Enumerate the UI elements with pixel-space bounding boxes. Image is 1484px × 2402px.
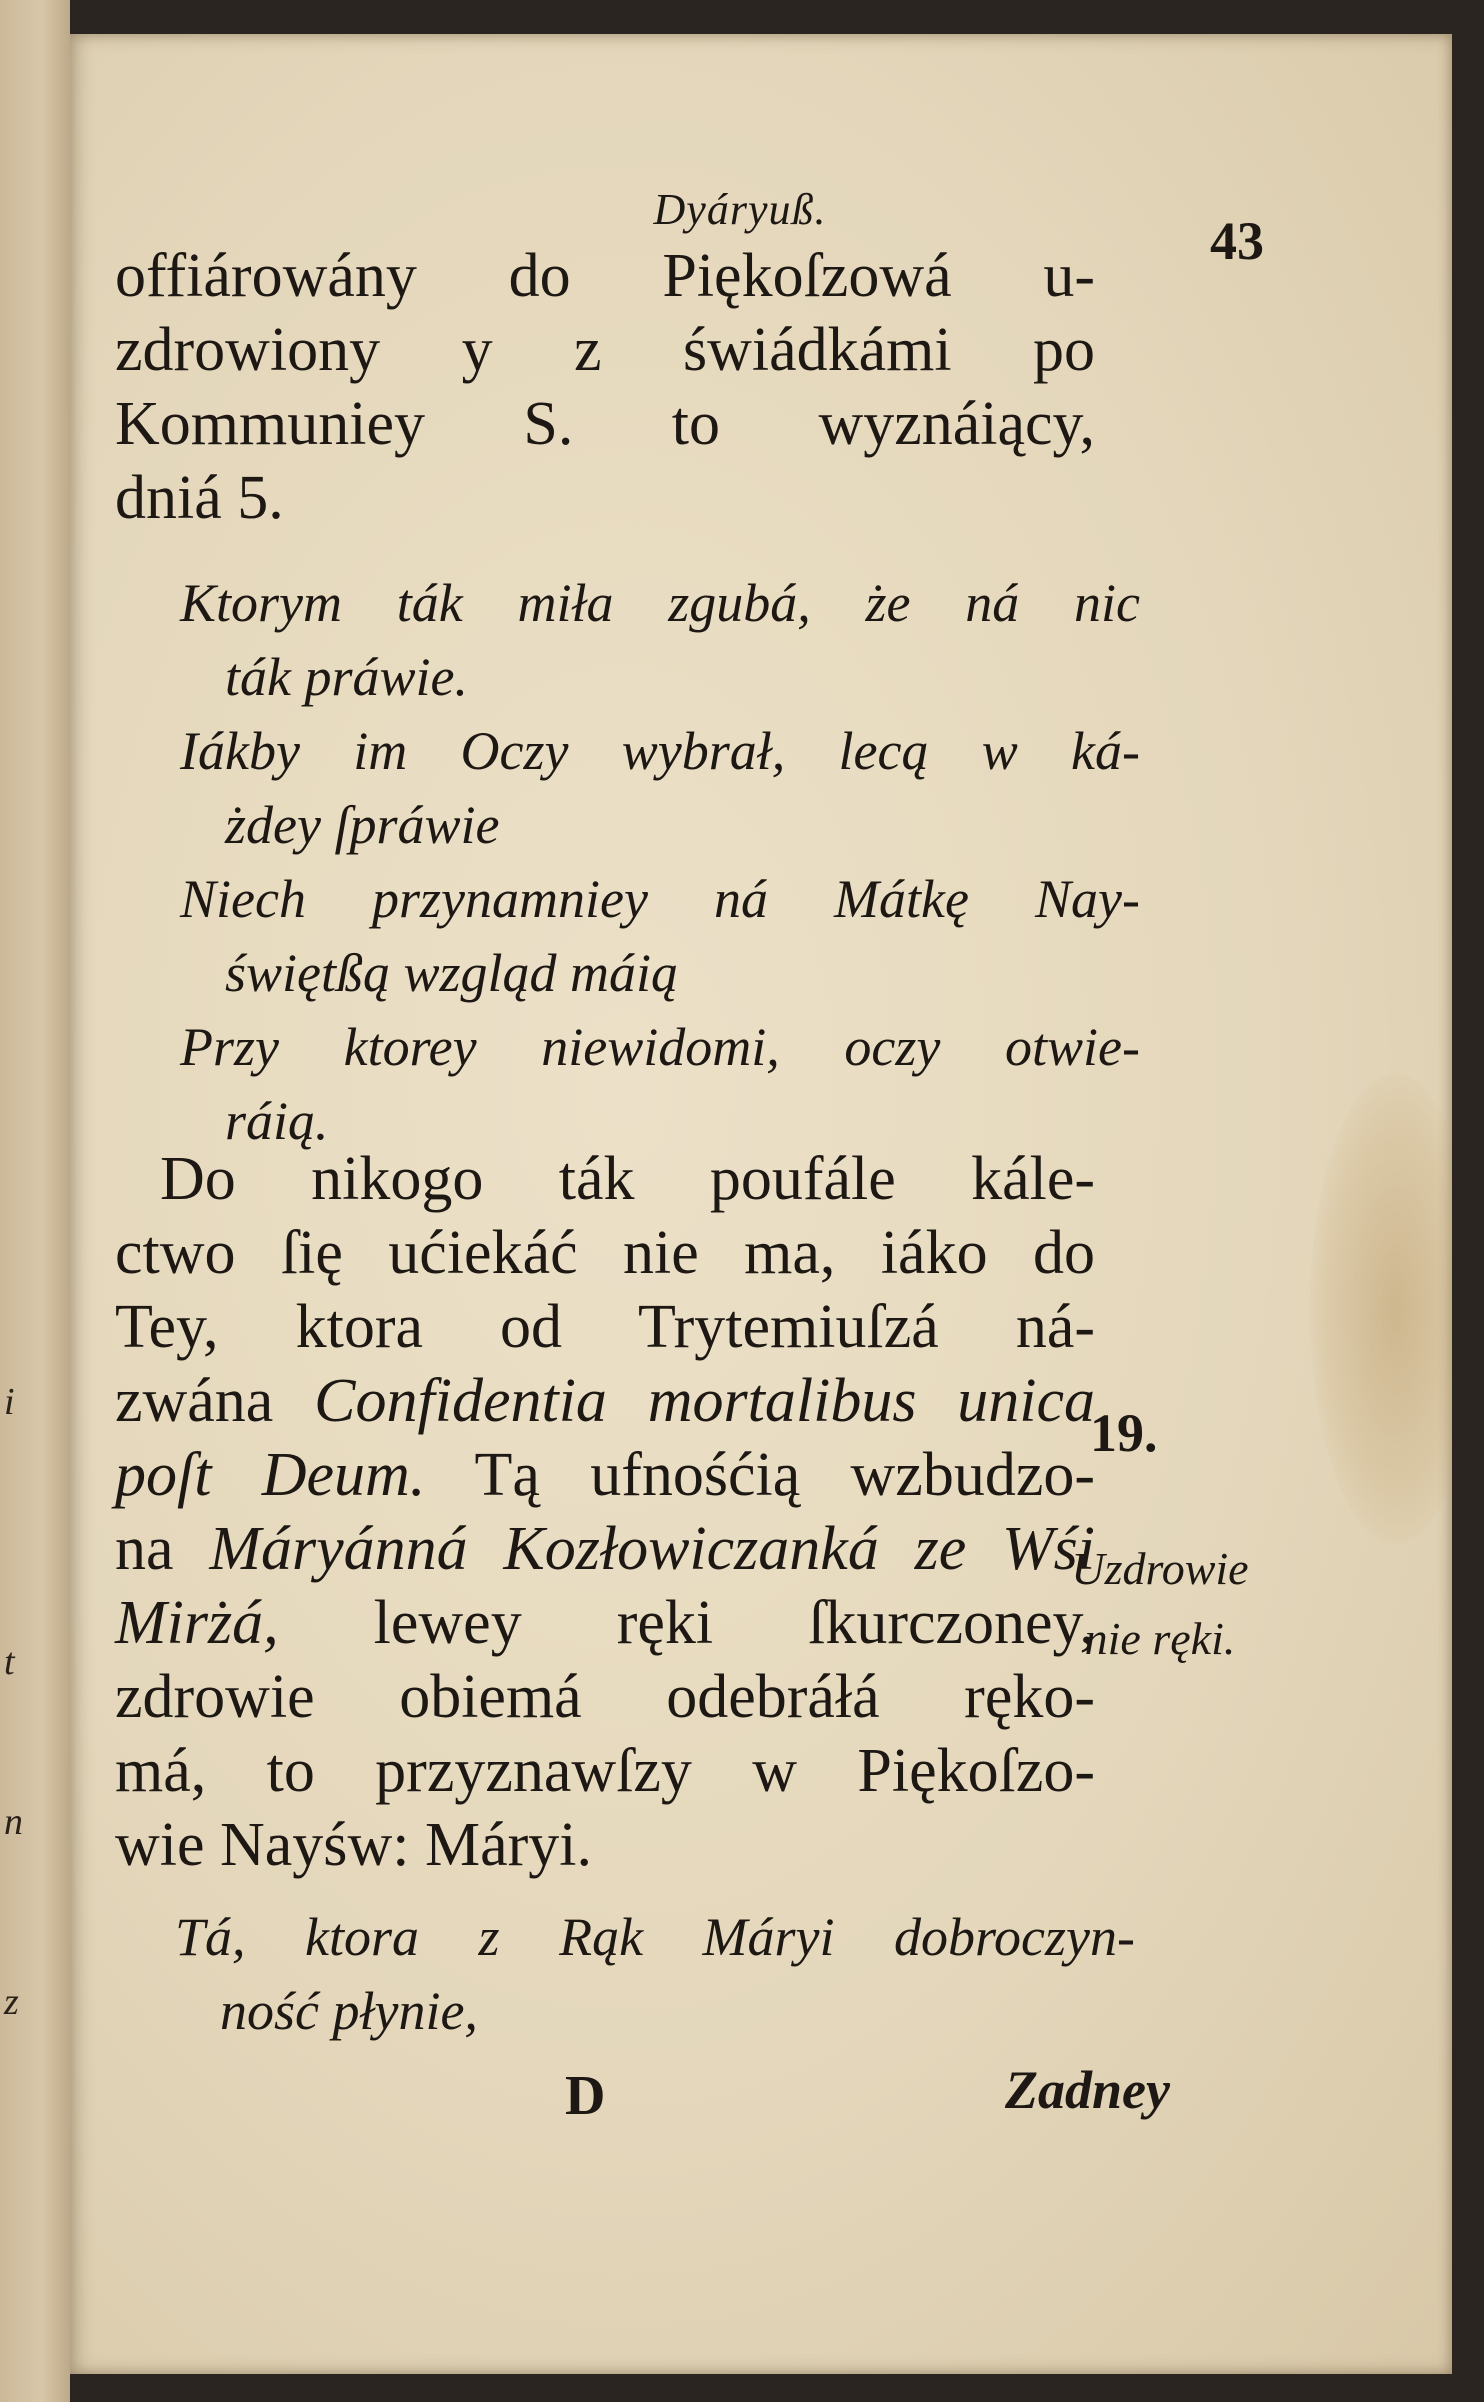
- verse-line: ność płynie,: [220, 1981, 478, 2041]
- margin-entry-number: 19.: [1090, 1403, 1158, 1463]
- text-line: Tey, ktora od Trytemiuſzá ná-: [115, 1293, 1095, 1361]
- edge-char: t: [4, 1641, 15, 1683]
- signature-mark: D: [565, 2065, 606, 2127]
- text-line: [115, 1438, 1095, 1512]
- text-line: dniá 5.: [115, 464, 284, 532]
- text-line: zdrowiony y z świádkámi po: [115, 316, 1095, 384]
- edge-char: n: [4, 1801, 23, 1843]
- edge-char: i: [4, 1381, 15, 1423]
- latin-quote: poſt Deum.: [115, 1441, 426, 1509]
- latin-quote: Confidentia mortalibus unica: [314, 1367, 1095, 1435]
- text-line: ctwo ſię ućiekáć nie ma, iáko do: [115, 1219, 1095, 1287]
- text-span: lewey ręki ſkurczoney,: [373, 1589, 1095, 1657]
- place-name: Mirżá,: [115, 1589, 279, 1657]
- verse-line: ráią.: [225, 1091, 329, 1151]
- verse-block-1: [180, 566, 1140, 1158]
- previous-page-edge: [0, 0, 70, 2402]
- margin-note: [1030, 1534, 1290, 1674]
- text-line: [115, 1512, 1095, 1586]
- text-line: offiárowány do Piękoſzowá u-: [115, 242, 1095, 310]
- intro-paragraph: [115, 239, 1095, 535]
- text-line: Do nikogo ták poufále kále-: [160, 1145, 1095, 1213]
- text-span: zwána: [115, 1367, 274, 1435]
- verse-line: ták práwie.: [225, 647, 468, 707]
- person-name: Máryánná Kozłowiczanká ze Wśi: [209, 1515, 1096, 1583]
- paper-stain: [1310, 1074, 1452, 1544]
- running-title: Dyáryuß.: [653, 185, 827, 234]
- verse-line: żdey ſpráwie: [225, 795, 500, 855]
- text-line: má, to przyznawſzy w Piękoſzo-: [115, 1737, 1095, 1805]
- verse-line: Przy ktorey niewidomi, oczy otwie-: [180, 1017, 1140, 1077]
- verse-line: Ktorym ták miła zgubá, że ná nic: [180, 573, 1140, 633]
- text-line: wie Nayśw: Máryi.: [115, 1811, 592, 1879]
- margin-note-line: nie ręki.: [1084, 1613, 1236, 1664]
- text-line: Kommuniey S. to wyznáiący,: [115, 390, 1095, 458]
- text-line: zdrowie obiemá odebráłá ręko-: [115, 1663, 1095, 1731]
- page-number: 43: [1210, 211, 1264, 271]
- catchword: Zadney: [1005, 2060, 1170, 2120]
- text-line: [115, 1364, 1095, 1438]
- text-line: [115, 1586, 1095, 1660]
- text-span: na: [115, 1515, 174, 1583]
- paragraph-2: [115, 1142, 1095, 1882]
- verse-line: Tá, ktora z Rąk Máryi dobroczyn-: [175, 1907, 1135, 1967]
- verse-block-2: [175, 1900, 1135, 2048]
- verse-line: Iákby im Oczy wybrał, lecą w ká-: [180, 721, 1140, 781]
- book-page: [70, 34, 1452, 2374]
- edge-char: z: [4, 1981, 19, 2023]
- margin-note-line: Uzdrowie: [1071, 1543, 1249, 1594]
- verse-line: świętßą wzgląd máią: [225, 943, 679, 1003]
- verse-line: Niech przynamniey ná Mátkę Nay-: [180, 869, 1140, 929]
- text-span: Tą ufnośćią wzbudzo-: [474, 1441, 1095, 1509]
